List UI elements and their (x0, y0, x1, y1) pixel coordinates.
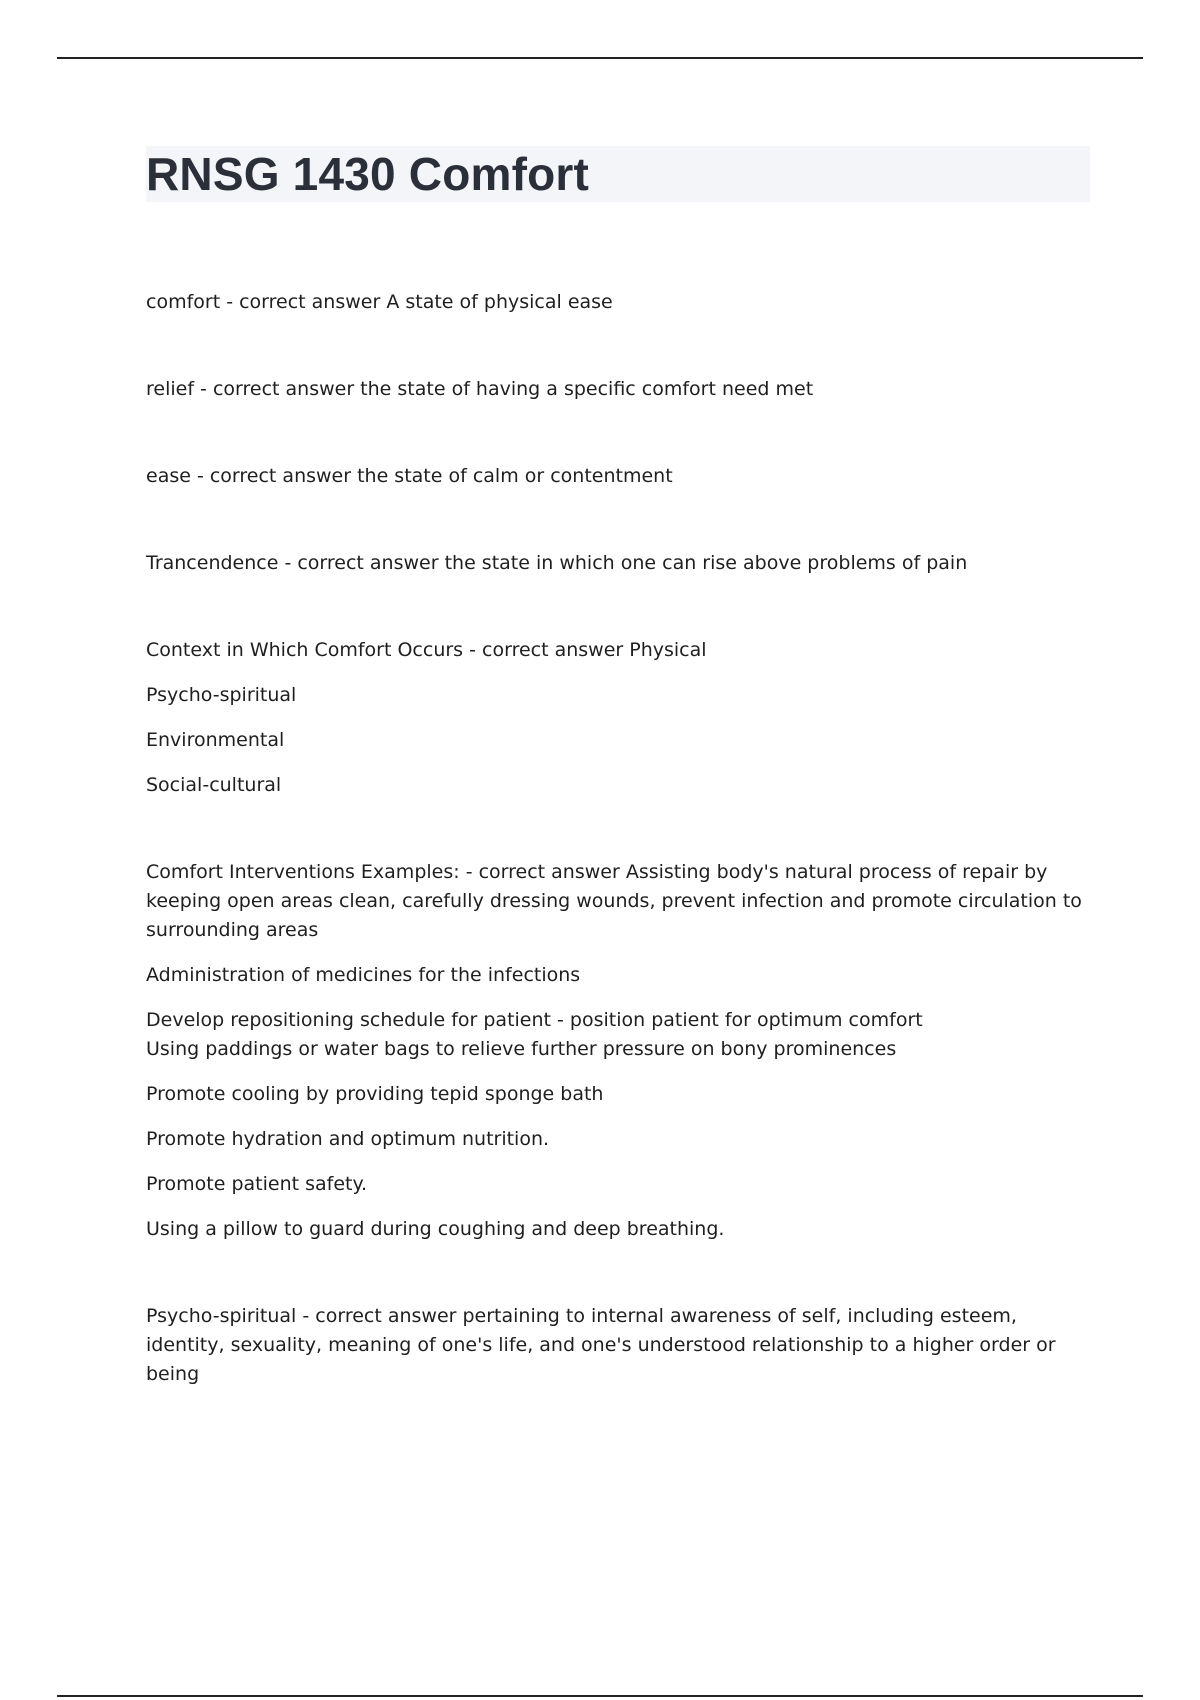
entry-text: comfort - correct answer A state of physical ease (146, 291, 613, 313)
entry-text: Psycho-spiritual (146, 684, 297, 706)
document-body (146, 146, 1090, 1447)
entry-text: Trancendence - correct answer the state in which one can rise above problems of pain (146, 552, 968, 574)
document-title: RNSG 1430 Comfort (146, 148, 590, 200)
entry-text: Comfort Interventions Examples: - correct answer Assisting body's natural process of repair by keeping open areas clean, carefully dressing wounds, prevent infection and promote circulation to surrounding areas (146, 861, 1082, 941)
title-band (146, 146, 1090, 202)
entry-text: Develop repositioning schedule for patient - position patient for optimum comfort (146, 1009, 923, 1031)
flashcard-entry (146, 636, 1090, 800)
entry-text: Administration of medicines for the infections (146, 964, 581, 986)
entry-text: Psycho-spiritual - correct answer pertaining to internal awareness of self, including esteem, identity, sexuality, meaning of one's life, and one's understood relationship to a higher order or being (146, 1305, 1056, 1385)
entry-text: Social-cultural (146, 774, 282, 796)
entry-text: Environmental (146, 729, 285, 751)
entry-text: Using a pillow to guard during coughing and deep breathing. (146, 1218, 725, 1240)
flashcard-entry (146, 375, 1090, 404)
top-rule (57, 57, 1143, 59)
entry-text: Context in Which Comfort Occurs - correct answer Physical (146, 639, 707, 661)
flashcard-entry (146, 1302, 1090, 1389)
flashcard-entry (146, 549, 1090, 578)
bottom-rule (57, 1695, 1143, 1697)
flashcard-entry (146, 858, 1090, 1244)
entry-text: Using paddings or water bags to relieve further pressure on bony prominences (146, 1038, 897, 1060)
entry-text: relief - correct answer the state of having a specific comfort need met (146, 378, 814, 400)
flashcard-entry (146, 288, 1090, 317)
flashcard-entry (146, 462, 1090, 491)
entry-text: ease - correct answer the state of calm or contentment (146, 465, 673, 487)
entry-text: Promote hydration and optimum nutrition. (146, 1128, 550, 1150)
flashcard-list (146, 288, 1090, 1389)
entry-text: Promote cooling by providing tepid sponge bath (146, 1083, 604, 1105)
entry-text: Promote patient safety. (146, 1173, 368, 1195)
